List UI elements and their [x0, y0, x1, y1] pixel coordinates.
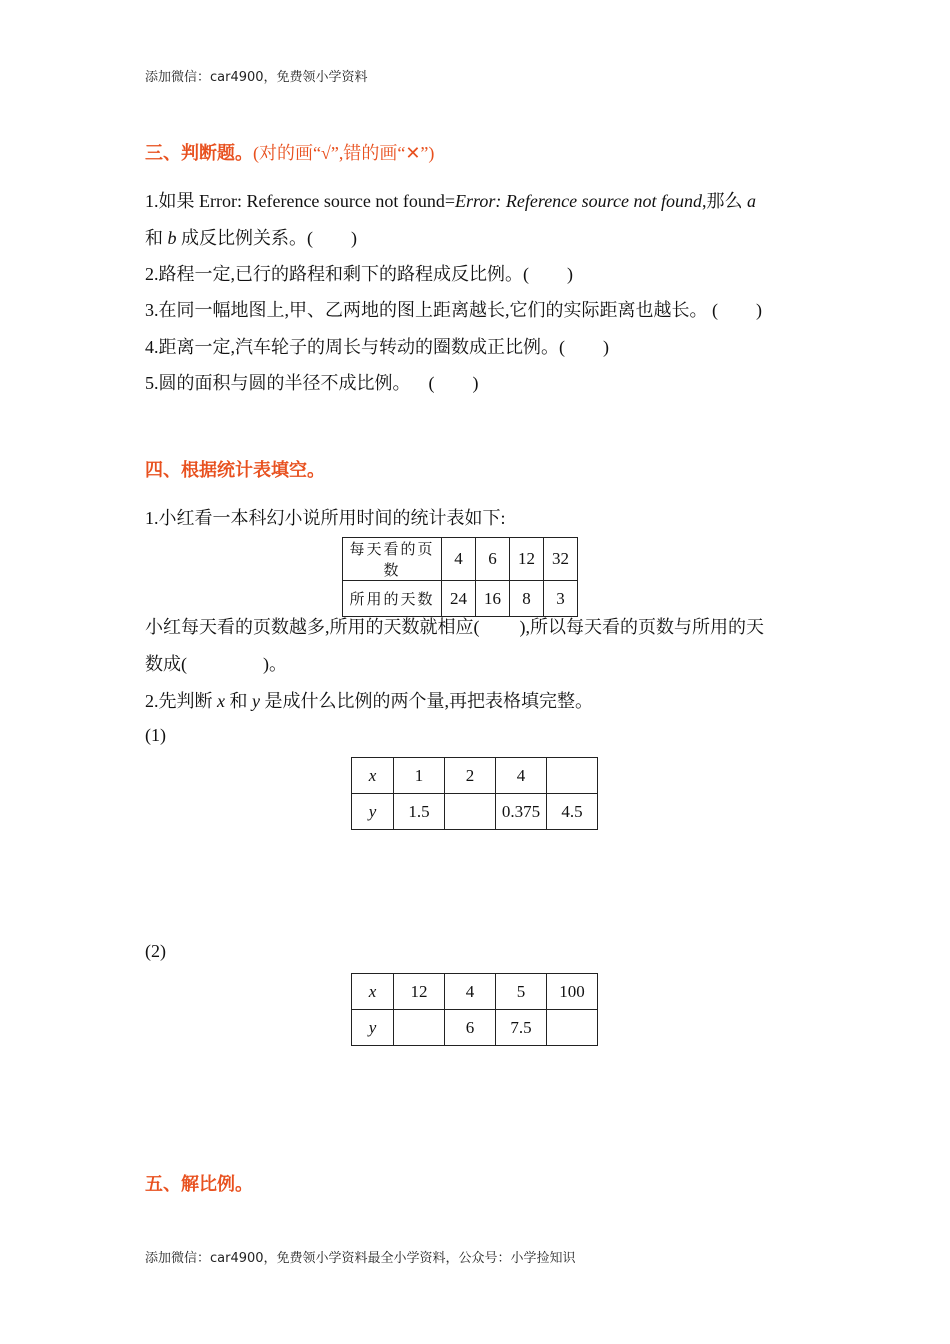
- paren-close: ): [472, 373, 479, 393]
- table-cell-blank[interactable]: [394, 1010, 445, 1046]
- question-3-1-line2: [145, 224, 357, 250]
- table-cell: 0.375: [496, 794, 547, 830]
- table-cell: 32: [544, 538, 578, 581]
- table-cell: 4: [496, 758, 547, 794]
- question-3-4: [145, 333, 609, 359]
- table-cell-blank[interactable]: [547, 1010, 598, 1046]
- q1-text-2: ,那么: [701, 191, 747, 211]
- question-4-2: [145, 687, 593, 713]
- table-cell: 4: [445, 974, 496, 1010]
- var-y: y: [252, 691, 260, 711]
- row-label-y: y: [352, 794, 394, 830]
- table-cell: 12: [394, 974, 445, 1010]
- var-a: a: [746, 191, 756, 211]
- table-cell: 4.5: [547, 794, 598, 830]
- xy-table-2: [351, 973, 598, 1046]
- table-row: [352, 758, 598, 794]
- reading-stats-table: [342, 537, 578, 617]
- question-3-5: [145, 369, 479, 395]
- table-cell: 1: [394, 758, 445, 794]
- table-cell: 2: [445, 758, 496, 794]
- q1-error-text: Error: Reference source not found: [455, 191, 702, 211]
- section-3-note: (对的画“√”,错的画“✕”): [253, 143, 435, 163]
- table-cell: 16: [476, 581, 510, 617]
- table-cell: 8: [510, 581, 544, 617]
- paren-close: ): [603, 337, 609, 357]
- table-cell: 7.5: [496, 1010, 547, 1046]
- fill-in-line-2: [145, 650, 287, 676]
- question-3-2: [145, 260, 573, 286]
- question-4-1: 1.小红看一本科幻小说所用时间的统计表如下:: [145, 508, 506, 528]
- q3-text: 3.在同一幅地图上,甲、乙两地的图上距离越长,它们的实际距离也越长。 (: [145, 300, 718, 320]
- page-header: 添加微信：car4900，免费领小学资料: [145, 70, 368, 85]
- fill-in-line-1: [145, 613, 764, 639]
- var-x: x: [217, 691, 225, 711]
- fill-text-2a: 数成(: [145, 654, 187, 674]
- section-5-title: 五、解比例。: [145, 1174, 253, 1195]
- table-cell: 12: [510, 538, 544, 581]
- paren-close: ): [756, 300, 762, 320]
- table-cell: 1.5: [394, 794, 445, 830]
- table-cell: 6: [476, 538, 510, 581]
- page-footer: 添加微信：car4900，免费领小学资料最全小学资料，公众号：小学捡知识: [145, 1251, 576, 1266]
- q2-text-b: 和: [225, 691, 252, 711]
- section-3-heading: 三、判断题。: [145, 143, 253, 164]
- fill-text-1b: ),所以每天看的页数与所用的天: [519, 617, 764, 637]
- xy-table-1: [351, 757, 598, 830]
- table-cell-blank[interactable]: [547, 758, 598, 794]
- table-cell: 6: [445, 1010, 496, 1046]
- table-cell: 100: [547, 974, 598, 1010]
- row-label-pages: 每天看的页数: [343, 538, 442, 581]
- q1-line2-post: 成反比例关系。(: [176, 228, 313, 248]
- q2-text-a: 2.先判断: [145, 691, 217, 711]
- table-cell: 4: [442, 538, 476, 581]
- q4-text: 4.距离一定,汽车轮子的周长与转动的圈数成正比例。(: [145, 337, 565, 357]
- row-label-x: x: [352, 974, 394, 1010]
- row-label-days: 所用的天数: [343, 581, 442, 617]
- q5-text: 5.圆的面积与圆的半径不成比例。 (: [145, 373, 435, 393]
- var-b: b: [167, 228, 177, 248]
- q2-text: 2.路程一定,已行的路程和剩下的路程成反比例。(: [145, 264, 529, 284]
- table-row: [343, 538, 578, 581]
- table-cell: 3: [544, 581, 578, 617]
- part-1-label: (1): [145, 725, 166, 745]
- table-row: [352, 794, 598, 830]
- table-cell: 24: [442, 581, 476, 617]
- table-row: [352, 1010, 598, 1046]
- row-label-x: x: [352, 758, 394, 794]
- fill-text-2b: )。: [263, 654, 287, 674]
- part-2-label: (2): [145, 941, 166, 961]
- q1-line2-pre: 和: [145, 228, 168, 248]
- row-label-y: y: [352, 1010, 394, 1046]
- paren-close: ): [567, 264, 573, 284]
- question-3-1: [145, 187, 756, 213]
- table-cell: 5: [496, 974, 547, 1010]
- table-row: [343, 581, 578, 617]
- section-4-title: 四、根据统计表填空。: [145, 460, 325, 481]
- table-cell-blank[interactable]: [445, 794, 496, 830]
- paren-close: ): [351, 228, 357, 248]
- q1-text: 1.如果 Error: Reference source not found=: [145, 191, 456, 211]
- question-3-3: [145, 296, 762, 322]
- table-row: [352, 974, 598, 1010]
- fill-text-1a: 小红每天看的页数越多,所用的天数就相应(: [145, 617, 480, 637]
- section-3-title: [145, 139, 434, 165]
- q2-text-c: 是成什么比例的两个量,再把表格填完整。: [260, 691, 593, 711]
